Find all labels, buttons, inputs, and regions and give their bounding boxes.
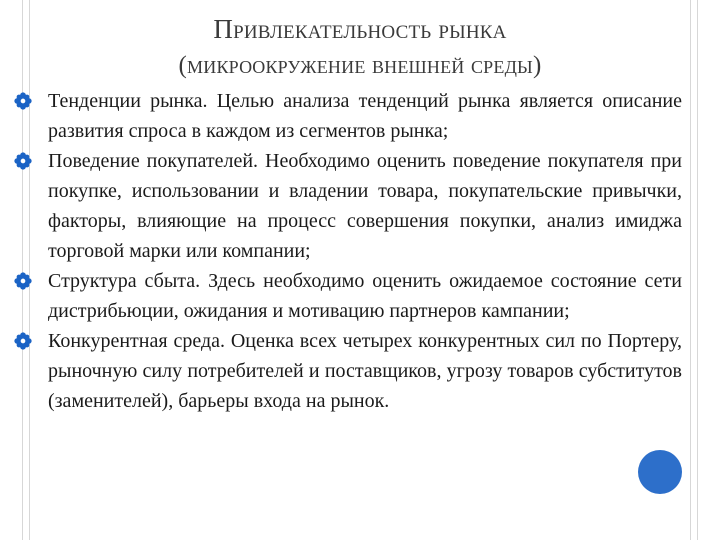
list-item-competitive-environment <box>14 326 682 416</box>
sun-flower-icon <box>14 152 32 170</box>
list-item-text: Конкурентная среда. Оценка всех четырех конкурентных сил по Портеру, рыночную силу потребителей и поставщиков, угрозу товаров субститутов (заменителей), барьеры входа на рынок. <box>48 330 682 412</box>
list-item-text: Структура сбыта. Здесь необходимо оценить ожидаемое состояние сети дистрибьюции, ожидания и мотивацию партнеров кампании; <box>48 270 682 322</box>
list-item-buyer-behavior <box>14 146 682 266</box>
list-item-text: Поведение покупателей. Необходимо оценить поведение покупателя при покупке, использовании и владении товара, покупательские привычки, факторы, влияющие на процесс совершения покупки, анализ имиджа торговой марки или компании; <box>48 150 682 262</box>
sun-flower-icon <box>14 92 32 110</box>
list-item-sales-structure <box>14 266 682 326</box>
right-frame-rail <box>690 0 698 540</box>
list-item-market-trends <box>14 86 682 146</box>
bullet-list <box>14 86 682 416</box>
navigation-circle-button[interactable] <box>638 450 682 494</box>
slide-title: Привлекательность рынка <box>213 14 507 44</box>
sun-flower-icon <box>14 272 32 290</box>
slide-subtitle: (микроокружение внешней среды) <box>178 52 542 79</box>
sun-flower-icon <box>14 332 32 350</box>
list-item-text: Тенденции рынка. Целью анализа тенденций рынка является описание развития спроса в каждом из сегментов рынка; <box>48 90 682 142</box>
